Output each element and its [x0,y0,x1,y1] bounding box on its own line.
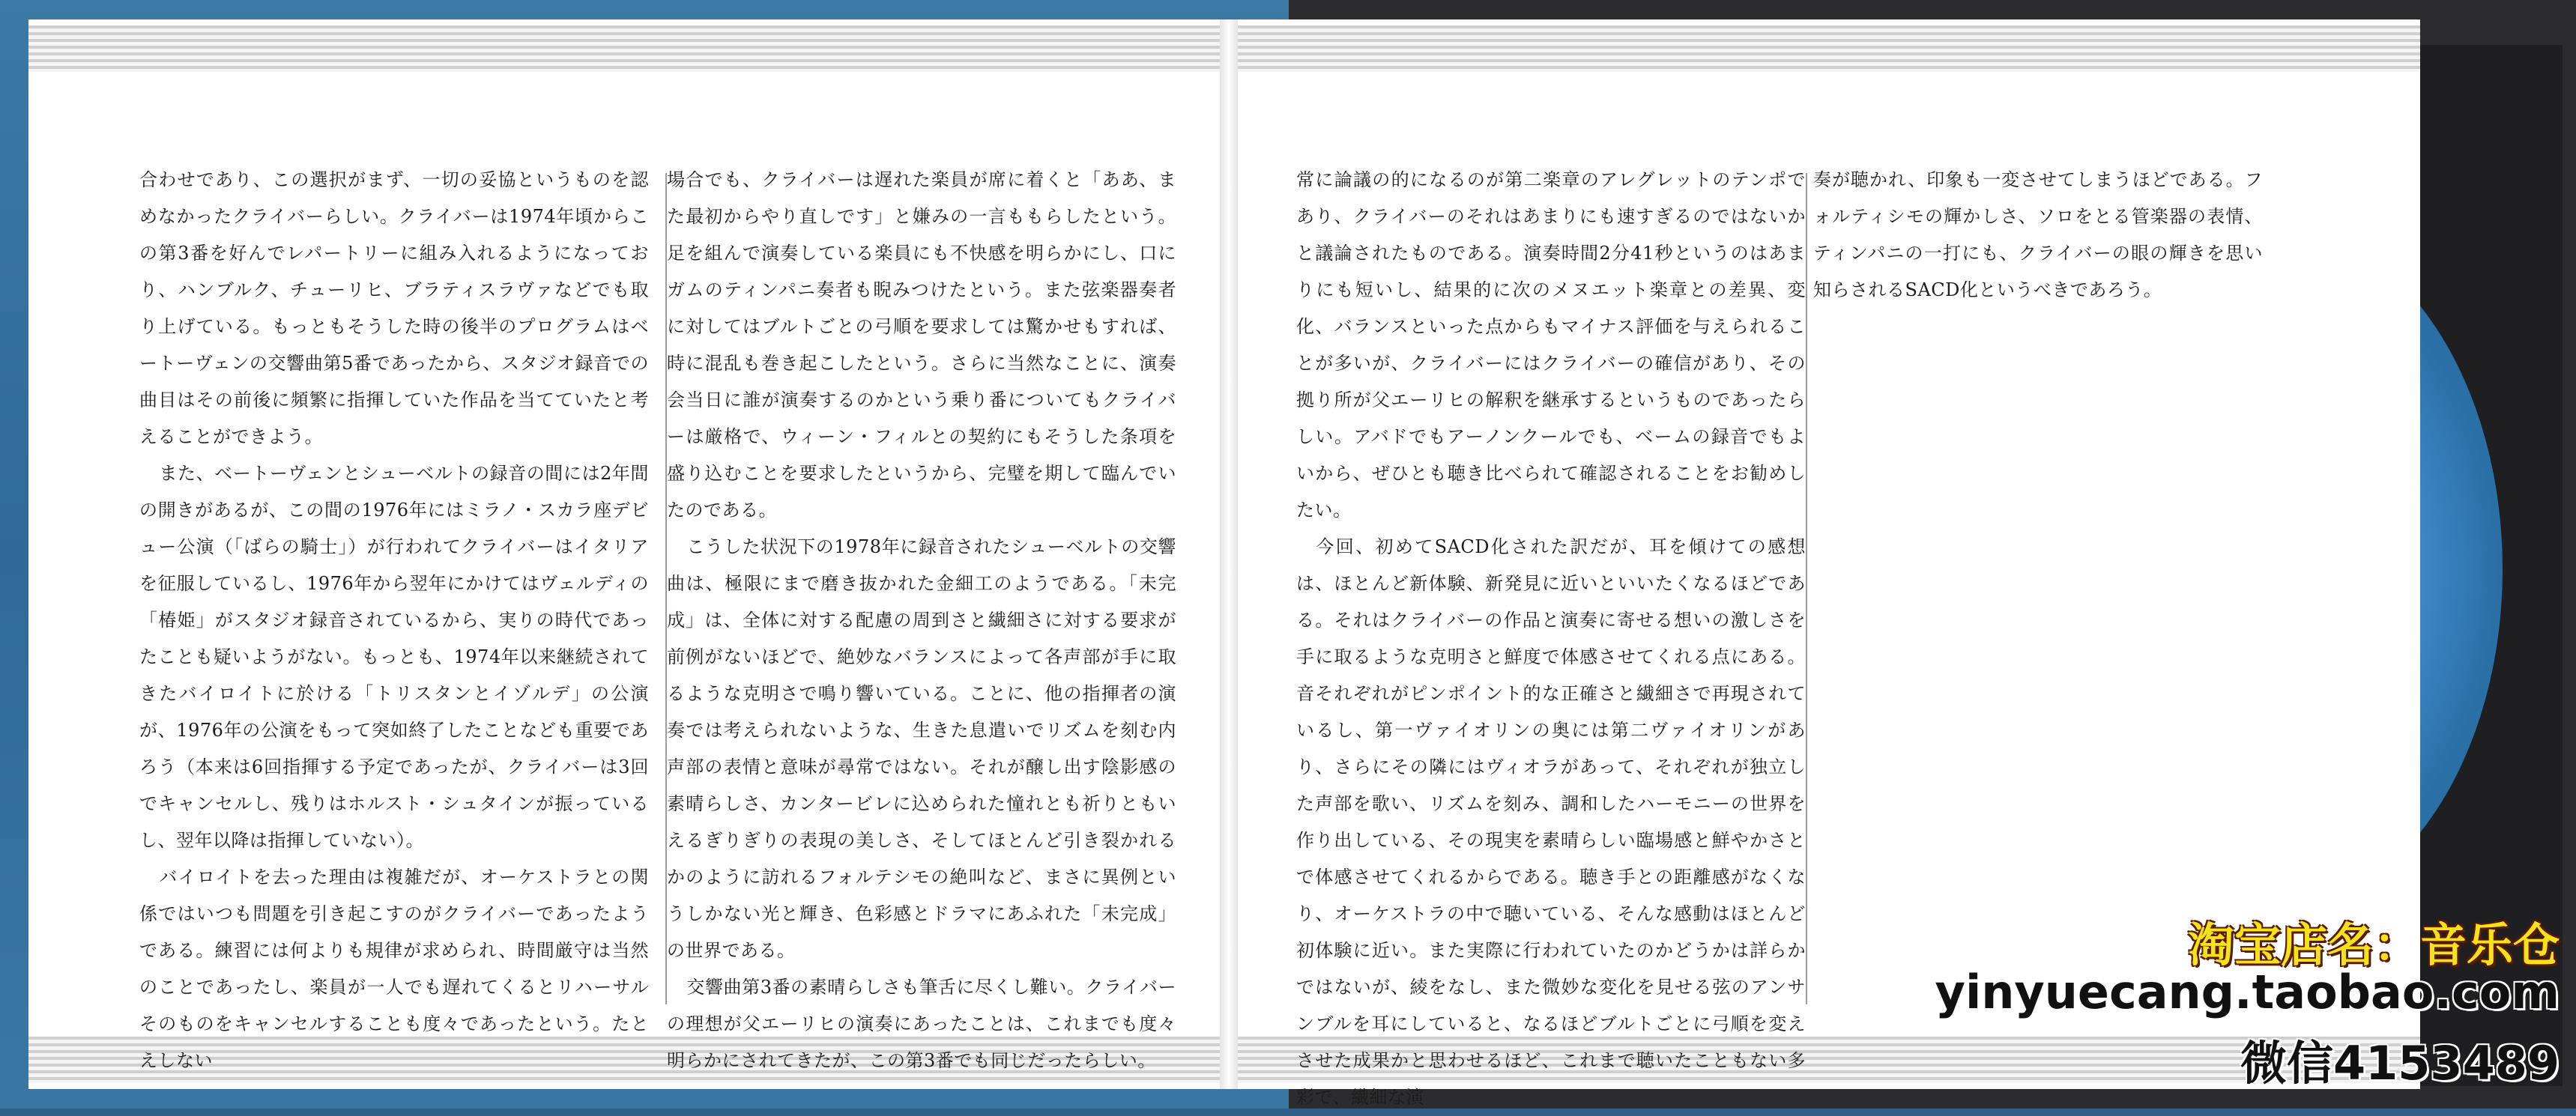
paragraph: 合わせであり、この選択がまず、一切の妥協というものを認めなかったクライバーらしい。クライバーは1974年頃からこの第3番を好んでレパートリーに組み入れるようになっており、ハンブルク、チューリヒ、ブラティスラヴァなどでも取り上げている。もっともそうした時の後半のプログラムはベートーヴェンの交響曲第5番であったから、スタジオ録音での曲目はその前後に頻繁に指揮していた作品を当てていたと考えることができよう。 [139,169,649,447]
page-top-border [28,25,1229,72]
paragraph: 今回、初めてSACD化された訳だが、耳を傾けての感想は、ほとんど新体験、新発見に近いといいたくなるほどである。それはクライバーの作品と演奏に寄せる想いの激しさを手に取るような克明さと鮮度で体感させてくれる点にある。音それぞれがピンポイント的な正確さと繊細さで再現されているし、第一ヴァイオリンの奥には第二ヴァイオリンがあり、さらにその隣にはヴィオラがあって、それぞれが独立した声部を歌い、リズムを刻み、調和したハーモニーの世界を作り出している、その現実を素晴らしい臨場感と鮮やかさとで体感させてくれるからである。聴き手との距離感がなくなり、オーケストラの中で聴いている、そんな感動はほとんど初体験に近い。また実際に行われていたのかどうかは詳らかではないが、綾をなし、また微妙な変化を見せる弦のアンサンブルを耳にしていると、なるほどブルトごとに弓順を変えさせた成果かと思わせるほど、これまで聴いたこともない多彩で、繊細な演 [1296,536,1806,1108]
watermark-wechat: 微信4153489 [2240,1036,2560,1091]
paragraph: バイロイトを去った理由は複雑だが、オーケストラとの関係ではいつも問題を引き起こすのがクライバーであったようである。練習には何よりも規律が求められ、時間厳守は当然のことであったし、楽員が一人でも遅れてくるとリハーサルそのものをキャンセルすることも度々であったという。たとえしない [139,867,649,1071]
paragraph: 奏が聴かれ、印象も一変させてしまうほどである。フォルティシモの輝かしさ、ソロをとる管楽器の表情、ティンパニの一打にも、クライバーの眼の輝きを思い知らされるSACD化というべきであろう。 [1813,169,2263,300]
watermark-url: yinyuecang.taobao.com [1935,965,2560,1019]
paragraph: 常に論議の的になるのが第二楽章のアレグレットのテンポであり、クライバーのそれはあまりにも速すぎるのではないかと議論されたものである。演奏時間2分41秒というのはあまりにも短いし、結果的に次のメヌエット楽章との差異、変化、バランスといった点からもマイナス評価を与えられることが多いが、クライバーにはクライバーの確信があり、その拠り所が父エーリヒの解釈を継承するというものであったらしい。アバドでもアーノンクールでも、ベームの録音でもよいから、ぜひとも聴き比べられて確認されることをお勧めしたい。 [1296,169,1806,521]
paragraph: また、ベートーヴェンとシューベルトの録音の間には2年間の開きがあるが、この間の1976年にはミラノ・スカラ座デビュー公演（「ばらの騎士」）が行われてクライバーはイタリアを征服しているし、1976年から翌年にかけてはヴェルディの「椿姫」がスタジオ録音されているから、実りの時代であったことも疑いようがない。もっとも、1974年以来継続されてきたバイロイトに於ける「トリスタンとイゾルデ」の公演が、1976年の公演をもって突如終了したことなども重要であろう（本来は6回指揮する予定であったが、クライバーは3回でキャンセルし、残りはホルスト・シュタインが振っているし、翌年以降は指揮していない）。 [139,463,649,851]
text-column-4 [1813,162,2263,309]
text-column-2 [667,162,1176,1079]
booklet-page-left [28,19,1229,1089]
paragraph: こうした状況下の1978年に録音されたシューベルトの交響曲は、極限にまで磨き抜かれた金細工のようである。「未完成」は、全体に対する配慮の周到さと繊細さに対する要求が前例がないほどで、絶妙なバランスによって各声部が手に取るような克明さで鳴り響いている。ことに、他の指揮者の演奏では考えられないような、生きた息遣いでリズムを刻む内声部の表情と意味が尋常ではない。それが醸し出す陰影感の素晴らしさ、カンタービレに込められた憧れとも祈りともいえるぎりぎりの表現の美しさ、そしてほとんど引き裂かれるかのように訪れるフォルテシモの絶叫など、まさに異例というしかない光と輝き、色彩感とドラマにあふれた「未完成」の世界である。 [667,536,1176,961]
column-divider [1806,173,1807,1004]
text-column-3 [1296,162,1806,1116]
watermark-shop-name: 淘宝店名：音乐仓 [2187,918,2560,972]
text-column-1 [139,162,649,1079]
paragraph: 場合でも、クライバーは遅れた楽員が席に着くと「ああ、また最初からやり直しです」と嫌みの一言ももらしたという。足を組んで演奏している楽員にも不快感を明らかにし、口にガムのティンパニ奏者も睨みつけたという。また弦楽器奏者に対してはブルトごとの弓順を要求しては驚かせもすれば、時に混乱も巻き起こしたという。さらに当然なことに、演奏会当日に誰が演奏するのかという乗り番についてもクライバーは厳格で、ウィーン・フィルとの契約にもそうした条項を盛り込むことを要求したというから、完璧を期して臨んでいたのである。 [667,169,1176,521]
paragraph: 交響曲第3番の素晴らしさも筆舌に尽くし難い。クライバーの理想が父エーリヒの演奏にあったことは、これまでも度々明らかにされてきたが、この第3番でも同じだったらしい。 [667,977,1176,1071]
booklet-spine [1220,19,1238,1089]
page-top-border [1229,25,2420,72]
